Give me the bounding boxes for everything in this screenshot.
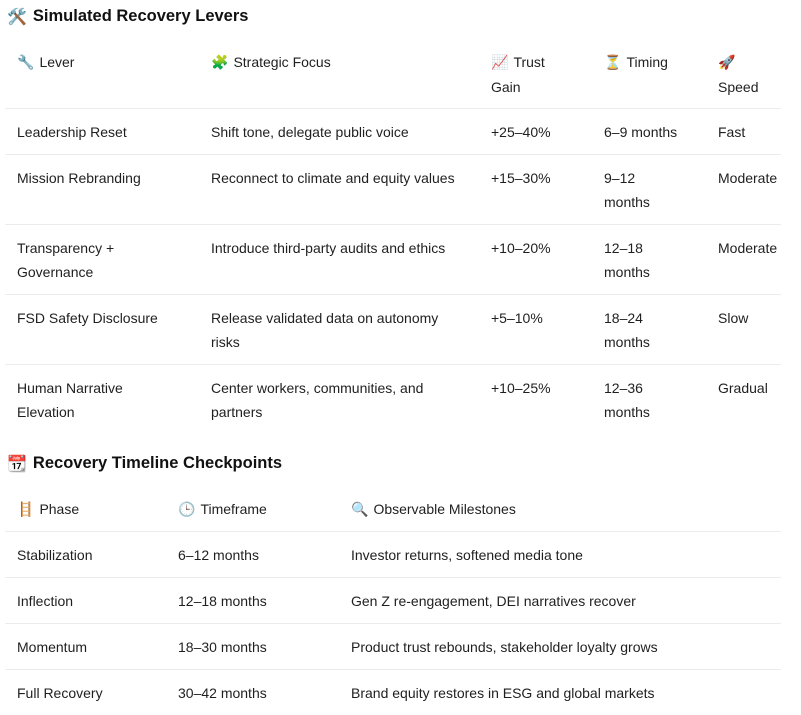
phase-cell: Full Recovery xyxy=(17,685,103,701)
header-timeframe: 🕒 Timeframe xyxy=(178,501,267,518)
timing-cell: 9–12 months xyxy=(604,170,650,210)
trust-gain-cell: +5–10% xyxy=(491,310,543,326)
table-row xyxy=(5,109,781,155)
ladder-icon: 🪜 xyxy=(17,502,35,518)
milestones-cell: Product trust rebounds, stakeholder loyalty grows xyxy=(351,639,658,655)
chart-up-icon: 📈 xyxy=(491,55,509,71)
table-row xyxy=(5,670,781,715)
speed-cell: Moderate xyxy=(718,240,778,256)
milestones-cell: Gen Z re-engagement, DEI narratives recover xyxy=(351,593,636,609)
timeline-checkpoints-table xyxy=(5,487,781,715)
timeline-checkpoints-title: Recovery Timeline Checkpoints xyxy=(32,454,283,472)
timeframe-cell: 6–12 months xyxy=(178,547,259,563)
trust-gain-cell: +10–25% xyxy=(491,380,551,396)
magnifier-icon: 🔍 xyxy=(351,502,369,518)
focus-cell: Reconnect to climate and equity values xyxy=(211,170,455,186)
trust-gain-cell: +10–20% xyxy=(491,240,551,256)
speed-cell: Gradual xyxy=(718,380,768,396)
speed-cell: Slow xyxy=(718,310,749,326)
trust-gain-cell: +25–40% xyxy=(491,124,551,140)
header-speed: 🚀Speed xyxy=(718,55,759,95)
header-strategic-focus: 🧩 Strategic Focus xyxy=(211,54,331,71)
header-phase: 🪜 Phase xyxy=(17,501,80,518)
timing-cell: 12–36 months xyxy=(604,380,650,420)
timeframe-cell: 18–30 months xyxy=(178,639,267,655)
header-trust-gain: 📈 Trust Gain xyxy=(491,54,545,95)
puzzle-icon: 🧩 xyxy=(211,55,229,71)
speed-cell: Moderate xyxy=(718,170,778,186)
timeframe-cell: 30–42 months xyxy=(178,685,267,701)
table-row xyxy=(5,624,781,670)
table-row xyxy=(5,225,781,295)
lever-cell: FSD Safety Disclosure xyxy=(17,310,158,326)
lever-cell: Mission Rebranding xyxy=(17,170,141,186)
focus-cell: Shift tone, delegate public voice xyxy=(211,124,409,140)
trust-gain-cell: +15–30% xyxy=(491,170,551,186)
table-row xyxy=(5,365,781,434)
phase-cell: Inflection xyxy=(17,593,74,609)
header-timing: ⏳ Timing xyxy=(604,54,668,71)
tools-icon: 🛠️ xyxy=(7,7,27,26)
table-header-row xyxy=(5,40,781,109)
focus-cell: Center workers, communities, and partners xyxy=(211,380,424,420)
rocket-icon: 🚀 xyxy=(718,55,736,71)
table-header-row xyxy=(5,487,781,532)
recovery-levers-title: Simulated Recovery Levers xyxy=(32,7,249,25)
timeframe-cell: 12–18 months xyxy=(178,593,267,609)
phase-cell: Stabilization xyxy=(17,547,93,563)
calendar-icon: 📆 xyxy=(7,454,27,473)
speed-cell: Fast xyxy=(718,124,746,140)
clock-icon: 🕒 xyxy=(178,502,196,518)
hourglass-icon: ⏳ xyxy=(604,55,622,71)
focus-cell: Introduce third-party audits and ethics xyxy=(211,240,446,256)
table-row xyxy=(5,578,781,624)
milestones-cell: Investor returns, softened media tone xyxy=(351,547,583,563)
recovery-levers-heading xyxy=(7,7,248,26)
header-observable-milestones: 🔍 Observable Milestones xyxy=(351,501,516,518)
milestones-cell: Brand equity restores in ESG and global markets xyxy=(351,685,655,701)
lever-cell: Leadership Reset xyxy=(17,124,127,140)
timeline-checkpoints-heading xyxy=(7,454,282,473)
phase-cell: Momentum xyxy=(17,639,88,655)
recovery-levers-table xyxy=(5,40,781,434)
table-row xyxy=(5,295,781,365)
table-row xyxy=(5,532,781,578)
timing-cell: 12–18 months xyxy=(604,240,650,280)
header-lever: 🔧 Lever xyxy=(17,54,75,71)
lever-cell: Human Narrative Elevation xyxy=(17,380,123,420)
timing-cell: 18–24 months xyxy=(604,310,650,350)
timing-cell: 6–9 months xyxy=(604,124,678,140)
wrench-icon: 🔧 xyxy=(17,55,35,71)
focus-cell: Release validated data on autonomy risks xyxy=(211,310,439,350)
table-row xyxy=(5,155,781,225)
lever-cell: Transparency + Governance xyxy=(17,240,115,280)
